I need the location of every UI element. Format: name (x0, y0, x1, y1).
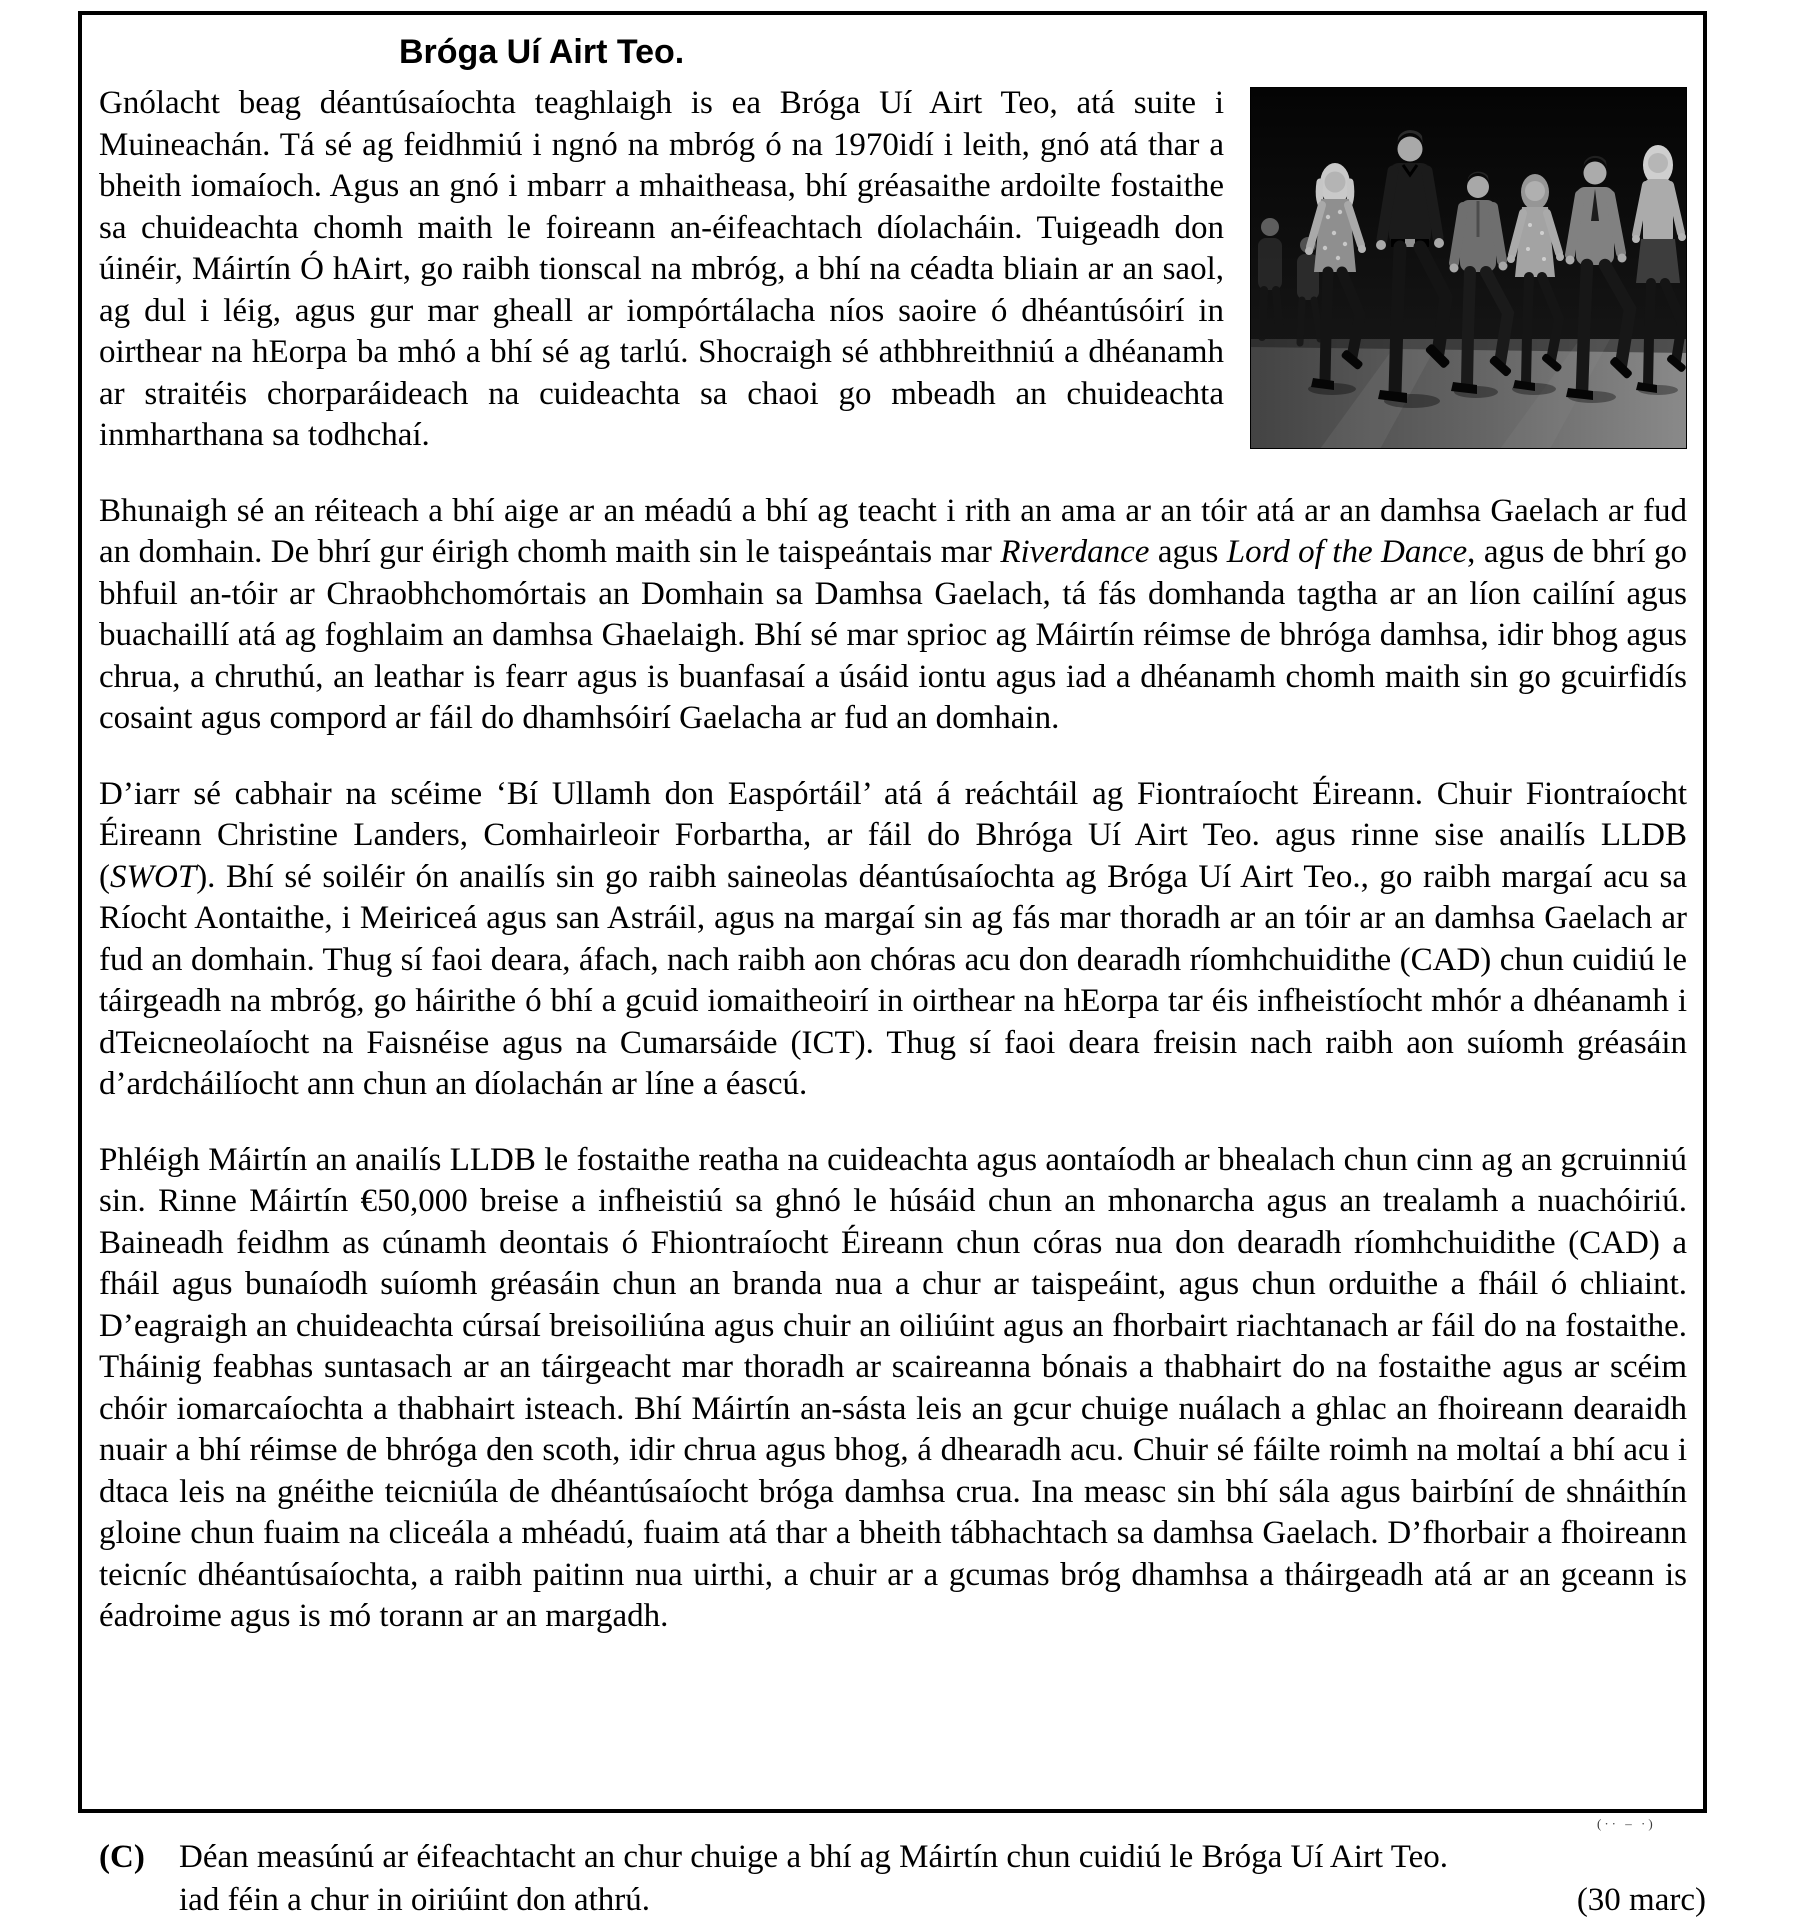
question-c-body (179, 1836, 1706, 1922)
question-c-text-line1: Déan measúnú ar éifeachtacht an chur chuige a bhí ag Máirtín chun cuidiú le Bróga Uí Airt Teo. (179, 1839, 1448, 1875)
passage-paragraph-2: Bhunaigh sé an réiteach a bhí aige ar an méadú a bhí ag teacht i rith an ama ar an tóir atá ar an damhsa Gaelach ar fud an domhain. De bhrí gur éirigh chomh maith sin le taispeántais mar Riverdance agus Lord of the Dance, agus de bhrí go bhfuil an-tóir ar Chraobhchomórtais an Domhain sa Damhsa Gaelach, tá fás domhanda tagtha ar an líon cailíní agus buachaillí atá ag foghlaim an damhsa Ghaelaigh. Bhí sé mar sprioc ag Máirtín réimse de bhróga damhsa, idir bhog agus chrua, a chruthú, an leathar is fearr agus is buanfasaí a úsáid iontu agus iad a dhéanamh chomh maith sin go gcuirfidís cosaint agus compord ar fáil do dhamhsóirí Gaelacha ar fud an domhain. (99, 492, 1687, 736)
question-c (99, 1836, 1706, 1922)
passage-paragraph-1 (99, 83, 1687, 457)
passage-title: Bróga Uí Airt Teo. (399, 33, 685, 71)
passage-paragraph-3: D’iarr sé cabhair na scéime ‘Bí Ullamh don Easpórtáil’ atá á reáchtáil ag Fiontraíocht Éireann. Chuir Fiontraíocht Éireann Christine Landers, Comhairleoir Forbartha, ar fáil do Bhróga Uí Airt Teo. agus rinne sise anailís LLDB (SWOT). Bhí sé soiléir ón anailís sin go raibh saineolas déantúsaíochta ag Bróga Uí Airt Teo., go raibh margaí acu sa Ríocht Aontaithe, i Meiriceá agus san Astráil, agus na margaí sin ag fás mar thoradh ar an tóir ar an damhsa Gaelach ar fud an domhain. Thug sí faoi deara, áfach, nach raibh aon chóras acu don dearadh ríomhchuidithe (CAD) chun cuidiú le táirgeadh na mbróg, go háirithe ó bhí a gcuid iomaitheoirí in oirthear na hEorpa tar éis infheistíocht mhór a dhéanamh i dTeicneolaíocht na Faisnéise agus na Cumarsáide (ICT). Thug sí faoi deara freisin nach raibh aon suíomh gréasáin d’ardcháilíocht ann chun an díolachán ar líne a éascú. (99, 775, 1687, 1102)
passage-paragraph-4: Phléigh Máirtín an anailís LLDB le fostaithe reatha na cuideachta agus aontaíodh ar bhealach chun cinn ag an gcruinniú sin. Rinne Máirtín €50,000 breise a infheistiú sa ghnó le húsáid chun an mhonarcha agus an trealamh a nuachóiriú. Baineadh feidhm as cúnamh deontais ó Fhiontraíocht Éireann chun córas nua don dearadh ríomhchuidithe (CAD) a fháil agus bunaíodh suíomh gréasáin chun an branda nua a chur ar taispeáint, agus chun orduithe a fháil ó chliaint. D’eagraigh an chuideachta cúrsaí breisoiliúna agus chuir an oiliúint agus an fhorbairt riachtanach ar fáil do na fostaithe. Tháinig feabhas suntasach ar an táirgeacht mar thoradh ar scaireanna bónais a thabhairt do na fostaithe agus ar scéim chóir iomarcaíochta a thabhairt isteach. Bhí Máirtín an-sásta leis an gcur chuige nuálach a ghlac an fhoireann dearaidh nuair a bhí réimse de bhróga den scoth, idir chrua agus bhog, á dhearadh acu. Chuir sé fáilte roimh na moltaí a bhí acu i dtaca leis na gnéithe teicniúla de dhéantúsaíocht bróga damhsa crua. Ina measc sin bhí sála agus bairbíní de shnáithín gloine chun fuaim na cliceála a mhéadú, fuaim atá thar a bheith tábhachtach sa damhsa Gaelach. D’fhorbair a fhoireann teicníc dhéantúsaíochta, a raibh paitinn nua uirthi, a chuir ar a gcumas bróg dhamhsa a tháirgeadh atá ar an gceann is éadroime agus is mó torann ar an margadh. (99, 1141, 1687, 1634)
question-c-text-line2: iad féin a chur in oiriúint don athrú. (179, 1882, 651, 1918)
passage-box (78, 11, 1707, 1813)
paragraph-1-text: Gnólacht beag déantúsaíochta teaghlaigh is ea Bróga Uí Airt Teo, atá suite i Muineachán. Tá sé ag feidhmiú i ngnó na mbróg ó na 1970idí i leith, gnó atá thar a bheith iomaíoch. Agus an gnó i mbarr a mhaitheasa, bhí gréasaithe ardoilte fostaithe sa chuideachta chomh maith le foireann an-éifeachtach díolacháin. Tuigeadh don úinéir, Máirtín Ó hAirt, go raibh tionscal na mbróg, a bhí na céadta bliain ar an saol, ag dul i léig, agus gur mar gheall ar iompórtálacha níos saoire ó dhéantúsóirí in oirthear na hEorpa ba mhó a bhí sé ag tarlú. Shocraigh sé athbhreithniú a dhéanamh ar straitéis chorparáideach na cuideachta sa chaoi go mbeadh an chuideachta inmharthana sa todhchaí. (99, 85, 1224, 453)
cropped-text-fragment: (·· – ·) (1597, 1816, 1656, 1831)
question-c-marks: (30 marc) (1576, 1882, 1706, 1918)
irish-dancers-photo (1250, 87, 1687, 449)
question-c-label: (C) (99, 1839, 145, 1875)
